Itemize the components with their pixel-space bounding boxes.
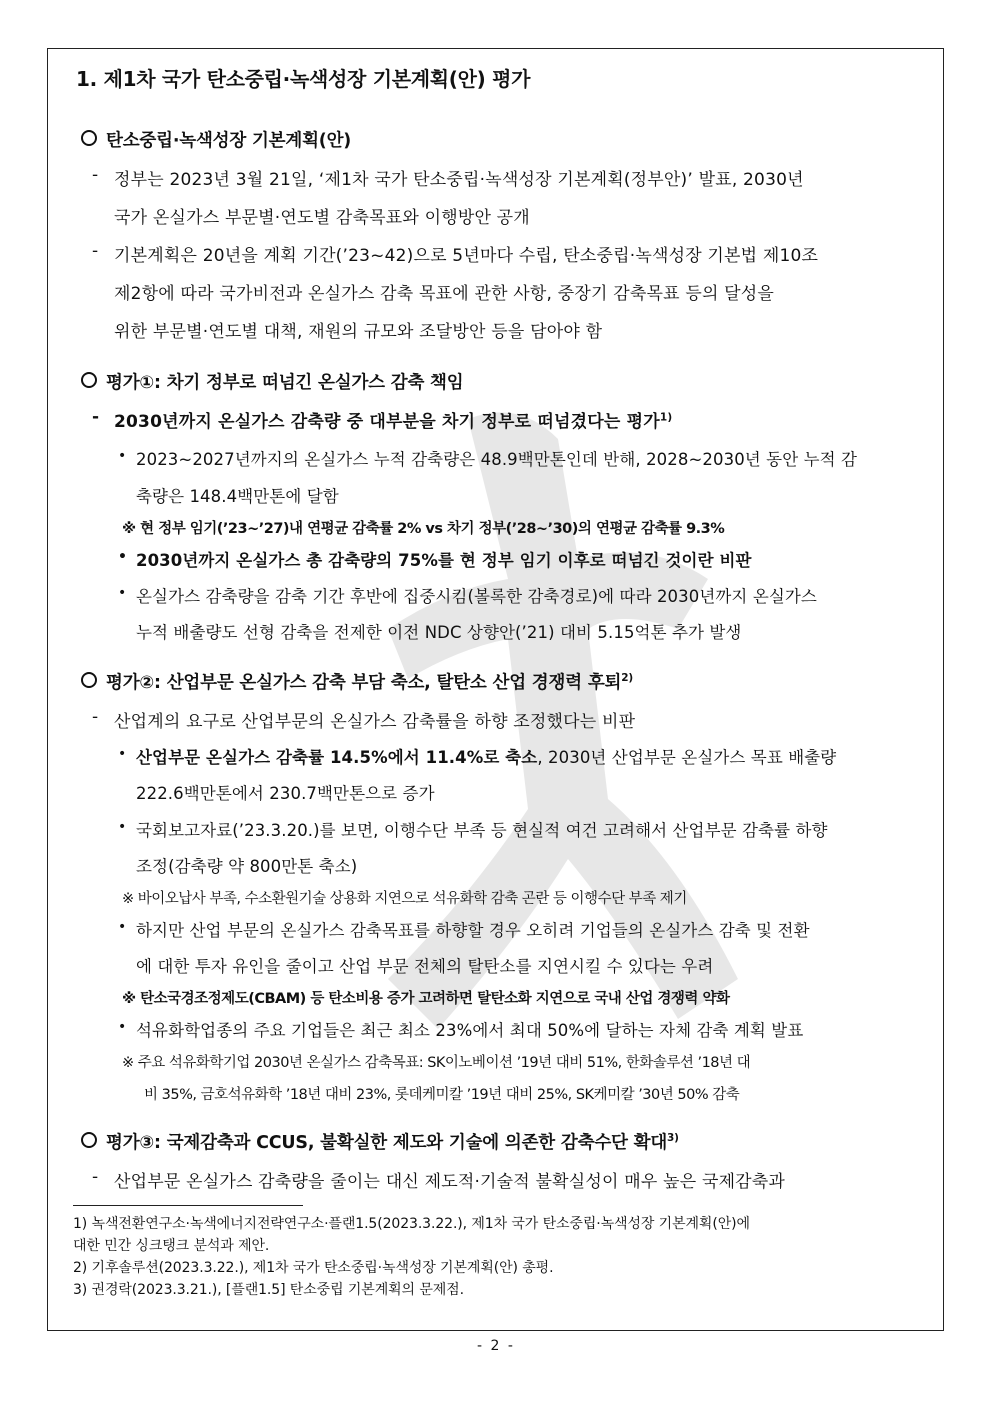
bullet-item: • 2030년까지 온실가스 총 감축량의 75%를 현 정부 임기 이후로 떠넘긴 것이란 비판	[118, 549, 752, 570]
footnote: 3) 권경락(2023.3.21.), [플랜1.5] 탄소중립 기본계획의 문제점.	[73, 1282, 464, 1298]
bullet-item: • 산업부문 온실가스 감축률 14.5%에서 11.4%로 축소, 2030년 산업부문 온실가스 목표 배출량	[118, 746, 837, 767]
footnote: 1) 녹색전환연구소·녹색에너지전략연구소·플랜1.5(2023.3.22.), 제1차 국가 탄소중립·녹색성장 기본계획(안)에	[73, 1216, 750, 1232]
note-item: ※ 주요 석유화학기업 2030년 온실가스 감축목표: SK이노베이션 ’19년 대비 51%, 한화솔루션 ’18년 대	[122, 1055, 751, 1071]
dash-item-eval3: - 산업부문 온실가스 감축량을 줄이는 대신 제도적·기술적 불확실성이 매우 높은 국제감축과	[92, 1167, 786, 1192]
bullet-item-cont: 조정(감축량 약 800만톤 축소)	[136, 857, 358, 876]
dash-item-cont: 제2항에 따라 국가비전과 온실가스 감축 목표에 관한 사항, 중장기 감축목표 등의 달성을	[114, 284, 775, 304]
circle-bullet-icon	[81, 372, 97, 388]
note-item: ※ 탄소국경조정제도(CBAM) 등 탄소비용 증가 고려하면 탈탄소화 지연으로 국내 산업 경쟁력 약화	[122, 991, 730, 1007]
section-heading-eval1: 평가①: 차기 정부로 떠넘긴 온실가스 감축 책임	[81, 369, 463, 394]
page-number: - 2 -	[477, 1338, 515, 1354]
section-heading-eval3: 평가③: 국제감축과 CCUS, 불확실한 제도와 기술에 의존한 감축수단 확대$^{3)}$	[81, 1129, 679, 1154]
dash-item: - 기본계획은 20년을 계획 기간(’23~42)으로 5년마다 수립, 탄소중립·녹색성장 기본법 제10조	[92, 241, 819, 266]
circle-bullet-icon	[81, 672, 97, 688]
dash-item-eval2: - 산업계의 요구로 산업부문의 온실가스 감축률을 하향 조정했다는 비판	[92, 707, 636, 732]
bullet-item: • 하지만 산업 부문의 온실가스 감축목표를 하향할 경우 오히려 기업들의 온실가스 감축 및 전환	[118, 919, 810, 940]
page-title: 1. 제1차 국가 탄소중립·녹색성장 기본계획(안) 평가	[76, 67, 531, 91]
bullet-item-cont: 에 대한 투자 유인을 줄이고 산업 부문 전체의 탈탄소를 지연시킬 수 있다는 우려	[136, 957, 714, 976]
footnote: 2) 기후솔루션(2023.3.22.), 제1차 국가 탄소중립·녹색성장 기본계획(안) 총평.	[73, 1260, 554, 1276]
dash-item-cont: 위한 부문별·연도별 대책, 재원의 규모와 조달방안 등을 담아야 함	[114, 322, 603, 342]
note-item: ※ 바이오납사 부족, 수소환원기술 상용화 지연으로 석유화학 감축 곤란 등 이행수단 부족 제기	[122, 891, 687, 907]
note-item: ※ 현 정부 임기(’23~’27)내 연평균 감축률 2% vs 차기 정부(’28~’30)의 연평균 감축률 9.3%	[122, 521, 725, 537]
bullet-item: • 석유화학업종의 주요 기업들은 최근 최소 23%에서 최대 50%에 달하는 자체 감축 계획 발표	[118, 1019, 804, 1040]
footnote: 대한 민간 싱크탱크 분석과 제안.	[73, 1238, 270, 1254]
section-heading-eval2: 평가②: 산업부문 온실가스 감축 부담 축소, 탈탄소 산업 경쟁력 후퇴$^{2)}$	[81, 669, 633, 694]
bullet-item: • 국회보고자료(’23.3.20.)를 보면, 이행수단 부족 등 현실적 여건 고려해서 산업부문 감축률 하향	[118, 819, 828, 840]
footnote-divider	[73, 1205, 303, 1206]
circle-bullet-icon	[81, 130, 97, 146]
circle-bullet-icon	[81, 1132, 97, 1148]
bullet-item-cont: 222.6백만톤에서 230.7백만톤으로 증가	[136, 784, 435, 803]
bullet-item: • 2023~2027년까지의 온실가스 누적 감축량은 48.9백만톤인데 반해, 2028~2030년 동안 누적 감	[118, 448, 858, 469]
bullet-item-cont: 축량은 148.4백만톤에 달함	[136, 487, 339, 506]
bullet-item: • 온실가스 감축량을 감축 기간 후반에 집중시킴(볼록한 감축경로)에 따라 2030년까지 온실가스	[118, 585, 817, 606]
note-item-cont: 비 35%, 금호석유화학 ’18년 대비 23%, 롯데케미칼 ’19년 대비 25%, SK케미칼 ’30년 50% 감축	[144, 1087, 740, 1103]
section-heading-plan: 탄소중립·녹색성장 기본계획(안)	[81, 127, 351, 152]
bullet-item-cont: 누적 배출량도 선형 감축을 전제한 이전 NDC 상향안(’21) 대비 5.15억톤 추가 발생	[136, 623, 742, 642]
page-frame	[47, 48, 944, 1331]
dash-item-cont: 국가 온실가스 부문별·연도별 감축목표와 이행방안 공개	[114, 208, 530, 228]
dash-item: - 정부는 2023년 3월 21일, ‘제1차 국가 탄소중립·녹색성장 기본계획(정부안)’ 발표, 2030년	[92, 165, 804, 190]
dash-item-eval1: - 2030년까지 온실가스 감축량 중 대부분을 차기 정부로 떠넘겼다는 평가$^{1)}$	[92, 407, 673, 432]
